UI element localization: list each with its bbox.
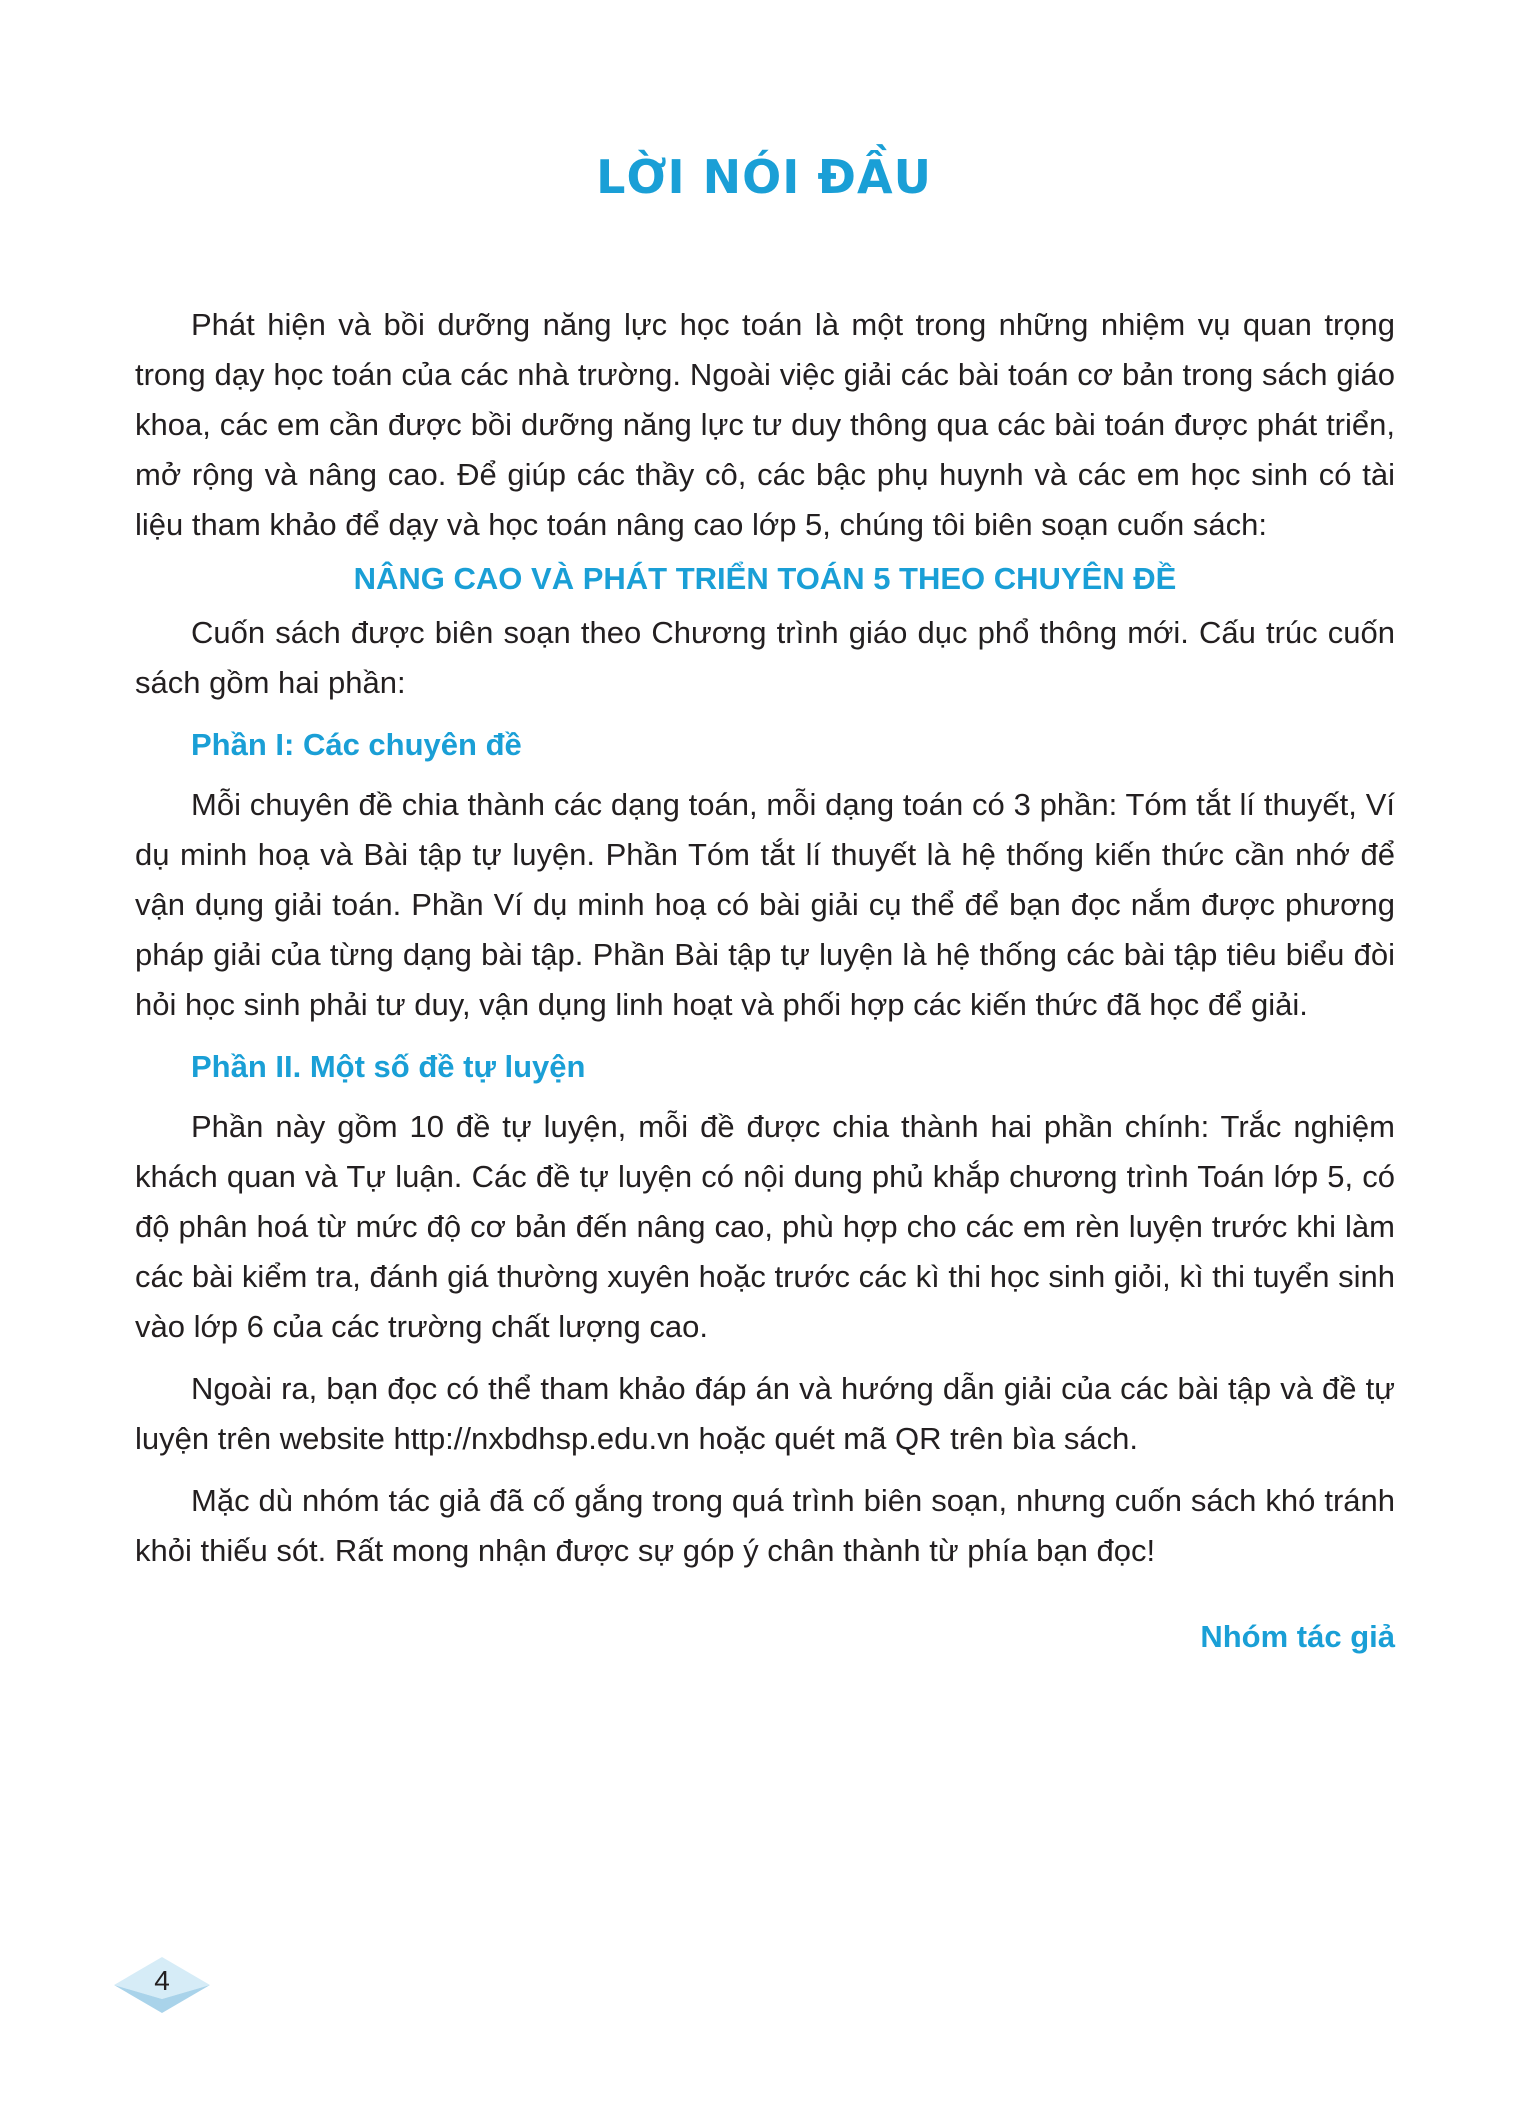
page-number: 4 <box>154 1965 170 1996</box>
author-signature: Nhóm tác giả <box>1200 1619 1395 1654</box>
closing-paragraph: Mặc dù nhóm tác giả đã cố gắng trong quá trình biên soạn, nhưng cuốn sách khó tránh khỏi thiếu sót. Rất mong nhận được sự góp ý chân thành từ phía bạn đọc! <box>135 1483 1395 1568</box>
book-title: NÂNG CAO VÀ PHÁT TRIỂN TOÁN 5 THEO CHUYÊN ĐỀ <box>353 561 1177 596</box>
part2-heading: Phần II. Một số đề tự luyện <box>191 1049 586 1084</box>
intro-paragraph: Phát hiện và bồi dưỡng năng lực học toán là một trong những nhiệm vụ quan trọng trong dạy học toán của các nhà trường. Ngoài việc giải các bài toán cơ bản trong sách giáo khoa, các em cần được bồi dưỡng năng lực tư duy thông qua các bài toán được phát triển, mở rộng và nâng cao. Để giúp các thầy cô, các bậc phụ huynh và các em học sinh có tài liệu tham khảo để dạy và học toán nâng cao lớp 5, chúng tôi biên soạn cuốn sách: <box>135 307 1395 542</box>
page-heading: LỜI NÓI ĐẦU <box>596 150 932 204</box>
part1-paragraph: Mỗi chuyên đề chia thành các dạng toán, mỗi dạng toán có 3 phần: Tóm tắt lí thuyết, Ví dụ minh hoạ và Bài tập tự luyện. Phần Tóm tắt lí thuyết là hệ thống kiến thức cần nhớ để vận dụng giải toán. Phần Ví dụ minh hoạ có bài giải cụ thể để bạn đọc nắm được phương pháp giải của từng dạng bài tập. Phần Bài tập tự luyện là hệ thống các bài tập tiêu biểu đòi hỏi học sinh phải tư duy, vận dụng linh hoạt và phối hợp các kiến thức đã học để giải. <box>135 787 1395 1022</box>
reference-paragraph: Ngoài ra, bạn đọc có thể tham khảo đáp án và hướng dẫn giải của các bài tập và đề tự luyện trên website http://nxbdhsp.edu.vn hoặc quét mã QR trên bìa sách. <box>135 1371 1395 1456</box>
part1-heading: Phần I: Các chuyên đề <box>191 727 522 762</box>
preface-body <box>135 300 1395 1662</box>
structure-paragraph: Cuốn sách được biên soạn theo Chương trình giáo dục phổ thông mới. Cấu trúc cuốn sách gồm hai phần: <box>135 615 1395 700</box>
page-number-badge <box>112 1955 212 2015</box>
part2-paragraph: Phần này gồm 10 đề tự luyện, mỗi đề được chia thành hai phần chính: Trắc nghiệm khách quan và Tự luận. Các đề tự luyện có nội dung phủ khắp chương trình Toán lớp 5, có độ phân hoá từ mức độ cơ bản đến nâng cao, phù hợp cho các em rèn luyện trước khi làm các bài kiểm tra, đánh giá thường xuyên hoặc trước các kì thi học sinh giỏi, kì thi tuyển sinh vào lớp 6 của các trường chất lượng cao. <box>135 1109 1395 1344</box>
